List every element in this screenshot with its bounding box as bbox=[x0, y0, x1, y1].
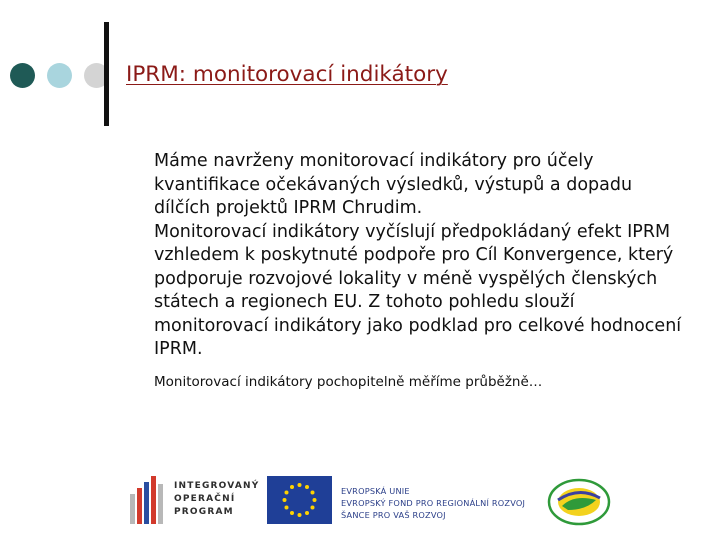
sponsor-logos bbox=[0, 470, 720, 530]
iop-logo-text bbox=[174, 480, 259, 519]
iop-line-2: OPERAČNÍ bbox=[174, 493, 236, 504]
iop-line-3: PROGRAM bbox=[174, 506, 234, 517]
eu-line-1: EVROPSKÁ UNIE bbox=[341, 486, 410, 496]
paragraph-1: Máme navrženy monitorovací indikátory pro účely kvantifikace očekávaných výsledků, výstupů a dopadu dílčích projektů IPRM Chrudim. bbox=[154, 151, 633, 218]
paragraph-2: Monitorovací indikátory vyčíslují předpokládaný efekt IPRM vzhledem k poskytnuté podpoře pro Cíl Konvergence, který podporuje rozvojové lokality v méně vyspělých členských státech a regionech EU. Z tohoto pohledu slouží monitorovací indikátory jako podklad pro celkové hodnocení IPRM. bbox=[154, 221, 682, 359]
dark-dot bbox=[10, 63, 35, 88]
iop-line-1: INTEGROVANÝ bbox=[174, 480, 260, 491]
iop-logo bbox=[128, 474, 259, 524]
eu-logo-text bbox=[341, 485, 525, 521]
integrated-operational-programme-logo-icon bbox=[128, 474, 166, 524]
footnote: Monitorovací indikátory pochopitelně měříme průběžně… bbox=[154, 373, 543, 390]
slide-body bbox=[154, 150, 689, 392]
eu-flag-icon bbox=[267, 476, 332, 524]
vertical-divider bbox=[104, 22, 109, 126]
bullet-dots bbox=[10, 63, 109, 88]
eu-line-3: ŠANCE PRO VAŠ ROZVOJ bbox=[341, 510, 446, 520]
slide-title: IPRM: monitorovací indikátory bbox=[126, 62, 448, 87]
light-blue-dot bbox=[47, 63, 72, 88]
ministry-regional-development-logo-icon bbox=[544, 476, 614, 526]
eu-line-2: EVROPSKÝ FOND PRO REGIONÁLNÍ ROZVOJ bbox=[341, 498, 526, 508]
